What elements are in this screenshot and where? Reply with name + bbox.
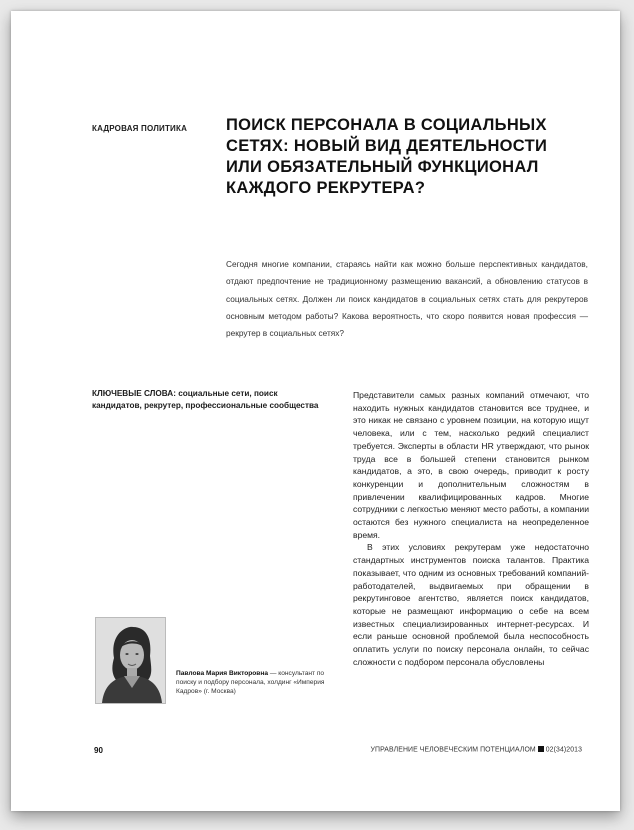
section-label: КАДРОВАЯ ПОЛИТИКА [92,124,188,133]
author-caption [176,669,344,696]
author-description: — консультант по поиску и подбору персонала, холдинг «Империя Кадров» (г. Москва) [176,670,325,695]
page-number: 90 [94,746,103,755]
journal-name: УПРАВЛЕНИЕ ЧЕЛОВЕЧЕСКИМ ПОТЕНЦИАЛОМ [370,746,536,754]
article-lead: Сегодня многие компании, стараясь найти как можно больше перспективных кандидатов, отдают предпочтение не традиционному размещению вакансий, а обновлению статусов в социальных сетях. Должен ли поиск кандидатов в социальных сетях стать для рекрутеров основным методом работы? Какова вероятность, что скоро появится новая профессия — рекрутер в социальных сетях? [226,259,588,339]
author-name: Павлова Мария Викторовна [176,670,269,677]
body-paragraph-2: В этих условиях рекрутерам уже недостаточно стандартных инструментов поиска талантов. Практика показывает, что одним из основных требований компаний-работодателей, выдвигаемых при обращении в рекрутинговое агентство, является поиск кандидатов, которые не размещают информацию о себе на всем известных специализированных интернет-ресурсах. И если раньше основной проблемой была неспособность оплатить услуги по поиску персонала онлайн, то сейчас сложности с подбором персонала обусловлены [353,542,589,667]
journal-footer [371,746,582,754]
article-body [353,389,589,668]
keywords [92,388,322,412]
article-title: ПОИСК ПЕРСОНАЛА В СОЦИАЛЬНЫХ СЕТЯХ: НОВЫЙ ВИД ДЕЯТЕЛЬНОСТИ ИЛИ ОБЯЗАТЕЛЬНЫЙ ФУНКЦИОНАЛ КАЖДОГО РЕКРУТЕРА? [226,116,548,197]
keywords-text: социальные сети, поиск кандидатов, рекрутер, профессиональные сообщества [92,389,319,410]
keywords-label: КЛЮЧЕВЫЕ СЛОВА: [92,389,176,398]
author-photo [95,617,166,704]
body-paragraph-1: Представители самых разных компаний отмечают, что находить нужных кандидатов становится все труднее, и это никак не связано с уровнем позиции, на которую ищут человека, или с тем, насколько редкий специалист требуется. Эксперты в области HR утверждают, что рынок труда все в большей степени становится рынком кандидатов, а это, в свою очередь, приводит к росту конкуренции и дополнительным сложностям в привлечении квалифицированных кадров. Многие сотрудники с легкостью меняют место работы, а компании остаются без нужного специалиста на неопределенное время. [353,390,589,540]
square-separator-icon [538,746,544,752]
journal-issue: 02(34)2013 [545,746,582,754]
journal-page [11,11,620,811]
